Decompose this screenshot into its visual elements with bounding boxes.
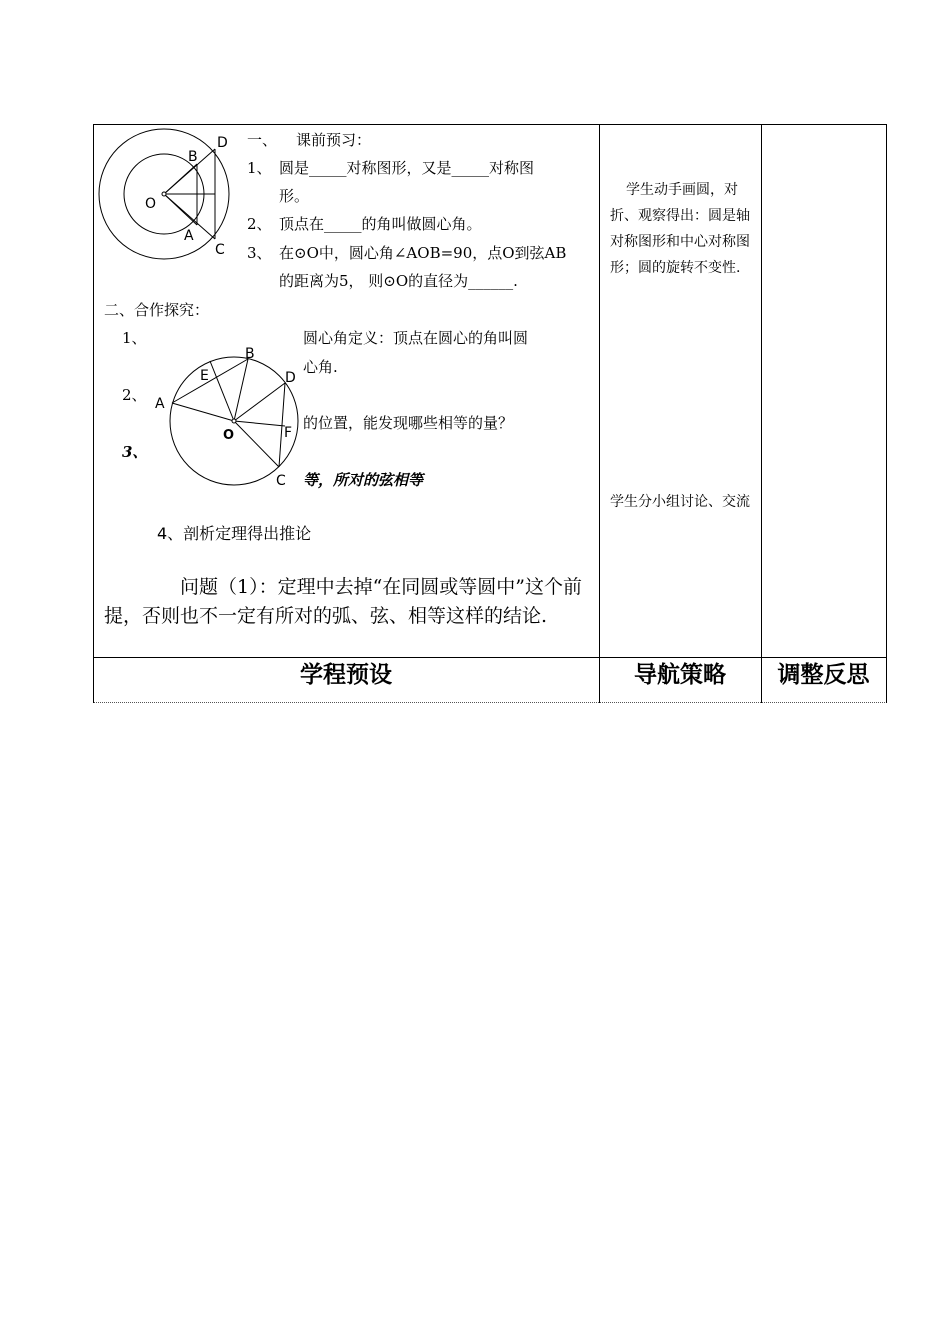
concentric-circles-figure xyxy=(95,126,245,268)
item3-line2: 的距离为5， 则⊙O的直径为______. xyxy=(279,272,518,290)
definition-line2: 心角. xyxy=(303,358,338,376)
header-row-border xyxy=(93,657,887,658)
label-e: E xyxy=(200,368,209,384)
corollary-text: 4、剖析定理得出推论 xyxy=(157,524,312,543)
label-f: F xyxy=(284,425,293,441)
problem-paragraph: 问题（1）：定理中去掉“在同圆或等圆中”这个前提，否则也不一定有所对的弧、弦、相等这样的结论. xyxy=(104,576,583,627)
item2-num: 2、 xyxy=(247,215,272,233)
chord-ab xyxy=(172,359,248,403)
preview-heading: 课前预习： xyxy=(296,131,372,149)
item2-line1: 顶点在_____的角叫做圆心角。 xyxy=(279,215,482,233)
label-d: D xyxy=(285,370,296,386)
radius-oa xyxy=(172,403,234,421)
preview-heading-num: 一、 xyxy=(247,131,278,149)
column-divider-1 xyxy=(599,124,600,703)
label-o: O xyxy=(145,196,157,212)
strategy-note-1: 学生动手画圆，对折、观察得出：圆是轴对称图形和中心对称图形；圆的旋转不变性. xyxy=(610,182,750,276)
radius-oa xyxy=(164,194,197,225)
theorem-text: 等，所对的弦相等 xyxy=(303,471,424,489)
table-top-border xyxy=(93,124,887,125)
radius-ob xyxy=(164,164,197,194)
item3-num: 3、 xyxy=(247,244,272,262)
item3-line1: 在⊙O中，圆心角∠AOB=90，点O到弦AB xyxy=(279,244,567,262)
question2: 的位置，能发现哪些相等的量？ xyxy=(303,414,514,432)
label-b: B xyxy=(188,149,198,165)
radius-oe xyxy=(210,361,234,421)
label-a: A xyxy=(184,228,194,244)
label-a: A xyxy=(155,396,165,412)
table-left-border xyxy=(93,124,94,703)
radius-oc xyxy=(234,421,279,467)
explore-heading: 二、合作探究： xyxy=(104,301,210,319)
header-col2: 导航策略 xyxy=(634,662,726,688)
explore-num3: 3、 xyxy=(122,443,148,461)
definition-line1: 圆心角定义：顶点在圆心的角叫圆 xyxy=(303,329,529,347)
center-point xyxy=(232,419,236,423)
header-col3: 调整反思 xyxy=(777,662,870,688)
column-divider-2 xyxy=(761,124,762,703)
label-o: O xyxy=(223,428,235,443)
table-bottom-border xyxy=(93,702,887,703)
item1-num: 1、 xyxy=(247,159,272,177)
label-c: C xyxy=(215,242,225,258)
circle-chords-figure xyxy=(152,344,304,490)
header-col1: 学程预设 xyxy=(300,662,392,688)
item1-line1: 圆是_____对称图形，又是_____对称图 xyxy=(279,159,535,177)
label-d: D xyxy=(217,135,228,151)
item1-line2: 形。 xyxy=(279,187,310,205)
label-b: B xyxy=(245,346,255,362)
explore-num2: 2、 xyxy=(122,386,147,404)
radius-of xyxy=(234,421,285,426)
strategy-note-2: 学生分小组讨论、交流 xyxy=(610,494,750,510)
label-c: C xyxy=(276,473,286,489)
explore-num1: 1、 xyxy=(122,329,147,347)
center-point xyxy=(162,192,166,196)
table-right-border xyxy=(886,124,887,703)
